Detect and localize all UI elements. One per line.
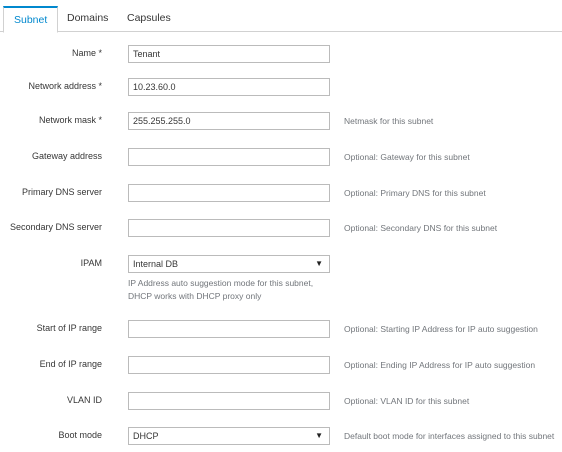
network-mask-label: Network mask * [38, 115, 102, 125]
boot-mode-row [0, 427, 562, 445]
tab-subnet[interactable]: Subnet [3, 6, 58, 33]
tab-domains[interactable]: Domains [67, 12, 109, 24]
tab-bar [0, 0, 562, 32]
name-row [0, 45, 562, 63]
gateway-help: Optional: Gateway for this subnet [344, 152, 470, 162]
network-address-input[interactable]: 10.23.60.0 [128, 78, 330, 96]
network-mask-input[interactable]: 255.255.255.0 [128, 112, 330, 130]
start-ip-label: Start of IP range [36, 323, 102, 333]
ipam-help [128, 277, 348, 303]
network-address-label: Network address * [28, 81, 102, 91]
primary-dns-row [0, 184, 562, 202]
start-ip-row [0, 320, 562, 338]
start-ip-input[interactable] [128, 320, 330, 338]
boot-mode-help: Default boot mode for interfaces assigned to this subnet [344, 431, 555, 441]
vlan-id-input[interactable] [128, 392, 330, 410]
ipam-selected-value: Internal DB [133, 259, 179, 269]
name-label: Name * [71, 48, 102, 58]
gateway-input[interactable] [128, 148, 330, 166]
network-mask-row [0, 112, 562, 130]
network-mask-help: Netmask for this subnet [344, 116, 434, 126]
ipam-row [0, 255, 562, 301]
boot-mode-selected-value: DHCP [133, 431, 159, 441]
primary-dns-input[interactable] [128, 184, 330, 202]
secondary-dns-label: Secondary DNS server [9, 222, 102, 232]
gateway-label: Gateway address [31, 151, 102, 161]
chevron-down-icon: ▼ [315, 431, 323, 440]
end-ip-input[interactable] [128, 356, 330, 374]
name-input[interactable]: Tenant [128, 45, 330, 63]
end-ip-help: Optional: Ending IP Address for IP auto suggestion [344, 360, 536, 370]
end-ip-label: End of IP range [39, 359, 102, 369]
primary-dns-label: Primary DNS server [21, 187, 102, 197]
ipam-help-line-2: DHCP works with DHCP proxy only [128, 291, 262, 301]
ipam-help-line-1: IP Address auto suggestion mode for this subnet, [128, 278, 314, 288]
ipam-select[interactable] [128, 255, 330, 273]
gateway-row [0, 148, 562, 166]
vlan-id-help: Optional: VLAN ID for this subnet [344, 396, 470, 406]
primary-dns-help: Optional: Primary DNS for this subnet [344, 188, 486, 198]
vlan-id-row [0, 392, 562, 410]
boot-mode-label: Boot mode [58, 430, 102, 440]
chevron-down-icon: ▼ [315, 259, 323, 268]
secondary-dns-help: Optional: Secondary DNS for this subnet [344, 223, 498, 233]
secondary-dns-row [0, 219, 562, 237]
ipam-label: IPAM [80, 258, 102, 268]
start-ip-help: Optional: Starting IP Address for IP auto suggestion [344, 324, 538, 334]
boot-mode-select[interactable] [128, 427, 330, 445]
network-address-row [0, 78, 562, 96]
secondary-dns-input[interactable] [128, 219, 330, 237]
vlan-id-label: VLAN ID [66, 395, 102, 405]
end-ip-row [0, 356, 562, 374]
tab-capsules[interactable]: Capsules [127, 12, 171, 24]
